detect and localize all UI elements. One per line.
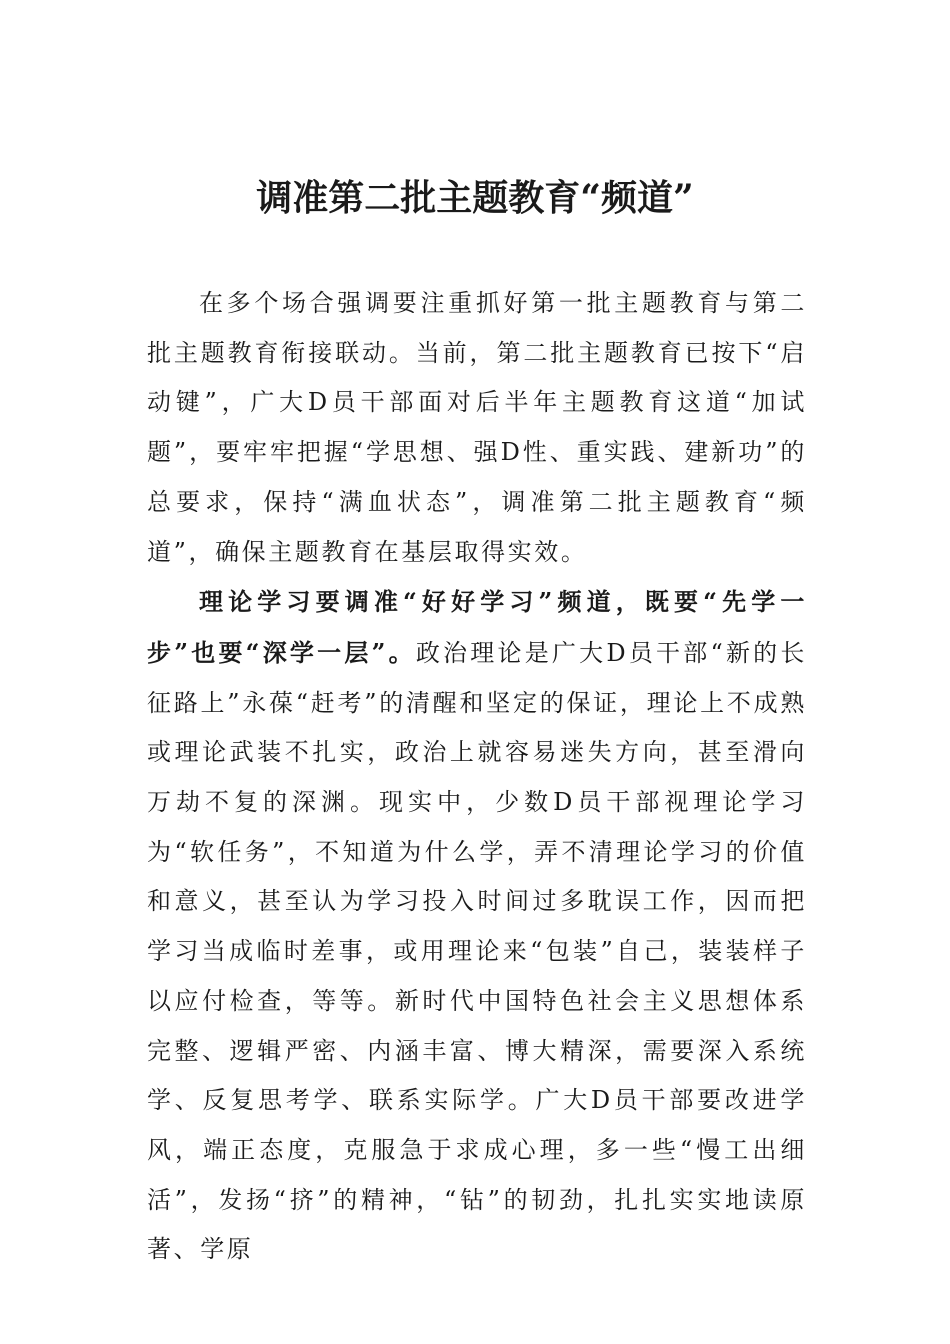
paragraph-text: 政治理论是广大D员干部“新的长征路上”永葆“赶考”的清醒和坚定的保证，理论上不成熟或理论武装不扎实，政治上就容易迷失方向，甚至滑向万劫不复的深渊。现实中，少数D员干部视理论学习为“软任务”，不知道为什么学，弄不清理论学习的价值和意义，甚至认为学习投入时间过多耽误工作，因而把学习当成临时差事，或用理论来“包装”自己，装装样子以应付检查，等等。新时代中国特色社会主义思想体系完整、逻辑严密、内涵丰富、博大精深，需要深入系统学、反复思考学、联系实际学。广大D员干部要改进学风，端正态度，克服急于求成心理，多一些“慢工出细活”，发扬“挤”的精神，“钻”的韧劲，扎扎实实地读原著、学原 (147, 638, 808, 1264)
document-title: 调准第二批主题教育“频道” (256, 177, 694, 219)
paragraph-lead: 理论学习要调准“好好学习”频道，既要“先学一步”也要“深学一层”。 (147, 587, 807, 667)
paragraph-text: 在多个场合强调要注重抓好第一批主题教育与第二批主题教育衔接联动。当前，第二批主题教育已按下“启动键”，广大D员干部面对后半年主题教育这道“加试题”，要牢牢把握“学思想、强D性、重实践、建新功”的总要求，保持“满血状态”，调准第二批主题教育“频道”，确保主题教育在基层取得实效。 (147, 289, 807, 566)
document-body (147, 278, 807, 1275)
paragraph-intro (147, 278, 807, 577)
paragraph-theory-study (147, 577, 807, 1275)
